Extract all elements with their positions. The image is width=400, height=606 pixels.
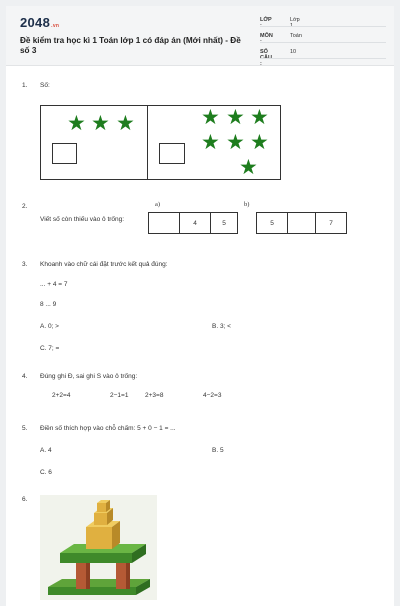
q4-number: 4. bbox=[22, 373, 28, 380]
q1-answer-box-left[interactable] bbox=[52, 143, 77, 164]
block-tower-image bbox=[40, 495, 157, 600]
star-icon: ★ bbox=[67, 112, 86, 135]
q2-a-cell-3: 5 bbox=[210, 212, 238, 234]
q5-number: 5. bbox=[22, 425, 28, 432]
q2-number: 2. bbox=[22, 203, 28, 210]
star-icon: ★ bbox=[226, 131, 245, 154]
q2-a-cell-1[interactable] bbox=[148, 212, 180, 234]
q1-divider bbox=[147, 105, 148, 180]
q5-option-b[interactable]: B. 5 bbox=[212, 447, 224, 454]
q5-option-c[interactable]: C. 6 bbox=[40, 469, 52, 476]
star-icon: ★ bbox=[201, 106, 220, 129]
q2-b-cell-3: 7 bbox=[315, 212, 347, 234]
q4-item: 2−1=1 bbox=[110, 392, 129, 399]
star-icon: ★ bbox=[226, 106, 245, 129]
star-icon: ★ bbox=[239, 156, 258, 179]
document-header: 2048.vn Đề kiểm tra học kì 1 Toán lớp 1 có đáp án (Mới nhất) - Đề số 3 LỚP Lớp MÔN Toán SỐ : 10 bbox=[6, 6, 394, 66]
q3-number: 3. bbox=[22, 261, 28, 268]
q5-label: Điền số thích hợp vào chỗ chấm: 5 + 0 − 1 = ... bbox=[40, 425, 176, 432]
q2-label: Viết số còn thiếu vào ô trống: bbox=[40, 216, 125, 223]
star-icon: ★ bbox=[250, 131, 269, 154]
q3-label: Khoanh vào chữ cái đặt trước kết quả đúng: bbox=[40, 261, 168, 268]
q2-b-cell-1: 5 bbox=[256, 212, 288, 234]
star-icon: ★ bbox=[250, 106, 269, 129]
q5-option-a[interactable]: A. 4 bbox=[40, 447, 52, 454]
q1-answer-box-right[interactable] bbox=[159, 143, 185, 164]
block-tower-illustration bbox=[40, 495, 157, 600]
q3-equation-2: 8 ... 9 bbox=[40, 301, 57, 308]
q6-number: 6. bbox=[22, 496, 28, 503]
star-icon: ★ bbox=[91, 112, 110, 135]
q4-item: 2+3=8 bbox=[145, 392, 164, 399]
q3-equation-1: ... + 4 = 7 bbox=[40, 281, 68, 288]
q4-label: Đúng ghi Đ, sai ghi S vào ô trống: bbox=[40, 373, 138, 380]
q2-part-a-label: a) bbox=[155, 201, 161, 208]
q4-item: 4−2=3 bbox=[203, 392, 222, 399]
q1-number: 1. bbox=[22, 82, 28, 89]
q3-option-a[interactable]: A. 0; > bbox=[40, 323, 59, 330]
q3-option-b[interactable]: B. 3; < bbox=[212, 323, 231, 330]
star-icon: ★ bbox=[116, 112, 135, 135]
star-icon: ★ bbox=[201, 131, 220, 154]
page-title: Đề kiểm tra học kì 1 Toán lớp 1 có đáp án (Mới nhất) - Đề số 3 bbox=[20, 36, 241, 55]
q1-label: Số: bbox=[40, 82, 50, 89]
site-logo[interactable]: 2048.vn bbox=[20, 15, 60, 30]
q2-a-cell-2: 4 bbox=[179, 212, 211, 234]
q3-option-c[interactable]: C. 7; = bbox=[40, 345, 60, 352]
q4-item: 2+2=4 bbox=[52, 392, 71, 399]
q2-part-b-label: b) bbox=[244, 201, 250, 208]
q2-b-cell-2[interactable] bbox=[287, 212, 316, 234]
